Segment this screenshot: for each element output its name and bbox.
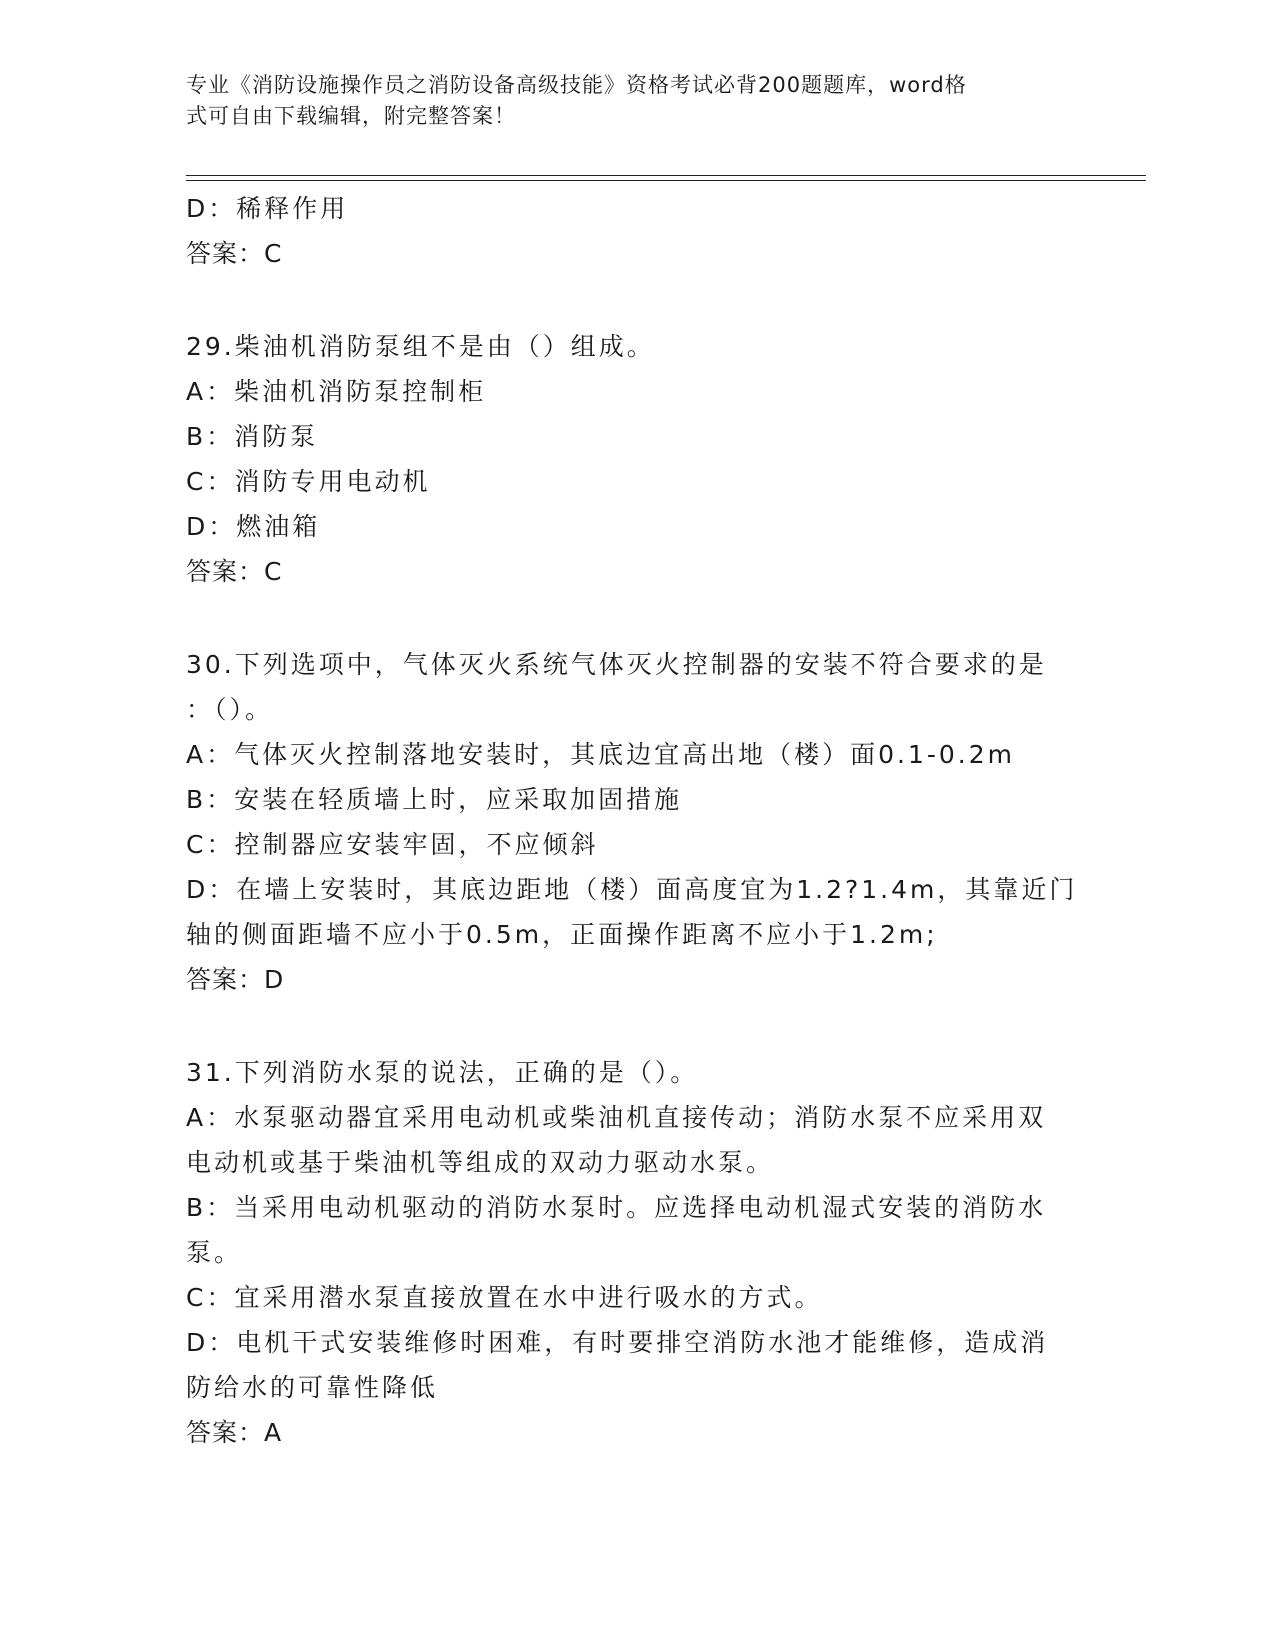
option-d-cont: 轴的侧面距墙不应小于0.5m，正面操作距离不应小于1.2m;: [186, 920, 938, 949]
option-d: D：在墙上安装时，其底边距地（楼）面高度宜为1.2?1.4m，其靠近门: [186, 875, 1078, 904]
answer: 答案：D: [186, 965, 285, 994]
question-stem-cont: ：（）。: [186, 695, 274, 724]
question-31: [186, 1050, 1086, 1455]
header-divider-bottom: [186, 180, 1146, 181]
option-d: D：电机干式安装维修时困难，有时要排空消防水池才能维修，造成消: [186, 1328, 1049, 1357]
question-stem: 30.下列选项中，气体灭火系统气体灭火控制器的安装不符合要求的是: [186, 650, 1047, 679]
header-divider-top: [186, 175, 1146, 176]
header-line-2: 式可自由下载编辑，附完整答案！: [186, 104, 516, 128]
option-a-cont: 电动机或基于柴油机等组成的双动力驱动水泵。: [186, 1148, 775, 1177]
option-c: C：控制器应安装牢固，不应倾斜: [186, 830, 599, 859]
answer: 答案：C: [186, 557, 283, 586]
option-b: B：消防泵: [186, 422, 319, 451]
option-b: B：安装在轻质墙上时，应采取加固措施: [186, 785, 683, 814]
option-b: B：当采用电动机驱动的消防水泵时。应选择电动机湿式安装的消防水: [186, 1193, 1047, 1222]
option-a: A：柴油机消防泵控制柜: [186, 377, 487, 406]
option-c: C：消防专用电动机: [186, 467, 431, 496]
question-29: [186, 324, 1086, 594]
question-content: [186, 186, 1086, 1455]
question-stem: 29.柴油机消防泵组不是由（）组成。: [186, 332, 655, 361]
option-c: C：宜采用潜水泵直接放置在水中进行吸水的方式。: [186, 1283, 823, 1312]
prev-option-d: D：稀释作用: [186, 194, 349, 223]
document-header: [186, 70, 1086, 132]
option-a: A：气体灭火控制落地安装时，其底边宜高出地（楼）面0.1-0.2m: [186, 740, 1015, 769]
question-stem: 31.下列消防水泵的说法，正确的是（）。: [186, 1058, 699, 1087]
option-d-cont: 防给水的可靠性降低: [186, 1373, 439, 1402]
question-30: [186, 642, 1086, 1002]
header-line-1: 专业《消防设施操作员之消防设备高级技能》资格考试必背200题题库，word格: [186, 73, 967, 97]
prev-answer: 答案：C: [186, 239, 283, 268]
option-b-cont: 泵。: [186, 1238, 243, 1267]
option-a: A：水泵驱动器宜采用电动机或柴油机直接传动；消防水泵不应采用双: [186, 1103, 1047, 1132]
option-d: D：燃油箱: [186, 512, 321, 541]
answer: 答案：A: [186, 1418, 283, 1447]
